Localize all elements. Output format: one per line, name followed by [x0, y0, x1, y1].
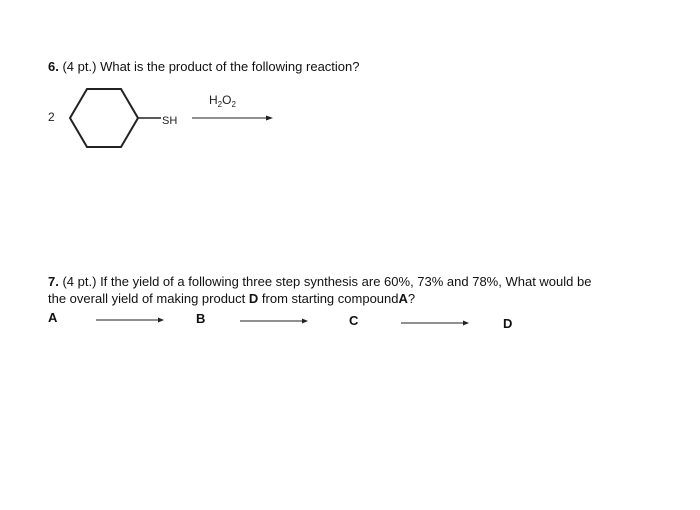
question-7-text-line-1: If the yield of a following three step synthesis are 60%, 73% and 78%, What would be [100, 274, 592, 289]
arrow-c-to-d [401, 319, 469, 327]
reagent-o-subscript: 2 [231, 100, 236, 109]
reaction-coefficient: 2 [48, 110, 55, 124]
question-7-text-end: ? [407, 291, 416, 306]
question-6-number: 6. [48, 59, 59, 74]
reagent-o: O [222, 93, 232, 107]
question-7-line-1 [48, 273, 648, 290]
arrow-b-to-c [240, 317, 308, 325]
compound-b-label: B [196, 311, 206, 326]
compound-a-label: A [48, 310, 58, 325]
reaction-arrow-head [266, 116, 273, 121]
thiol-group-label: SH [162, 115, 178, 127]
question-7-text-mid: from starting compound [261, 291, 399, 306]
question-6 [48, 58, 360, 75]
question-7-text-pre: the overall yield of making product [48, 291, 246, 306]
question-7-number: 7. [48, 274, 59, 289]
reaction-scheme-6 [40, 82, 300, 154]
question-6-text: What is the product of the following reaction? [100, 59, 360, 74]
question-7-product: D [248, 291, 259, 306]
compound-d-label: D [503, 316, 513, 331]
reagent-h: H [209, 93, 218, 107]
arrow-a-to-b [96, 316, 164, 324]
reagent-label [209, 93, 236, 109]
question-7-line-2 [48, 290, 648, 307]
compound-c-label: C [349, 313, 359, 328]
reagent-h-subscript: 2 [217, 100, 223, 109]
cyclohexane-ring [70, 89, 138, 147]
question-7-start: A [398, 291, 408, 306]
question-7 [48, 273, 648, 307]
question-6-points: (4 pt.) [62, 59, 97, 74]
question-7-points: (4 pt.) [62, 274, 97, 289]
